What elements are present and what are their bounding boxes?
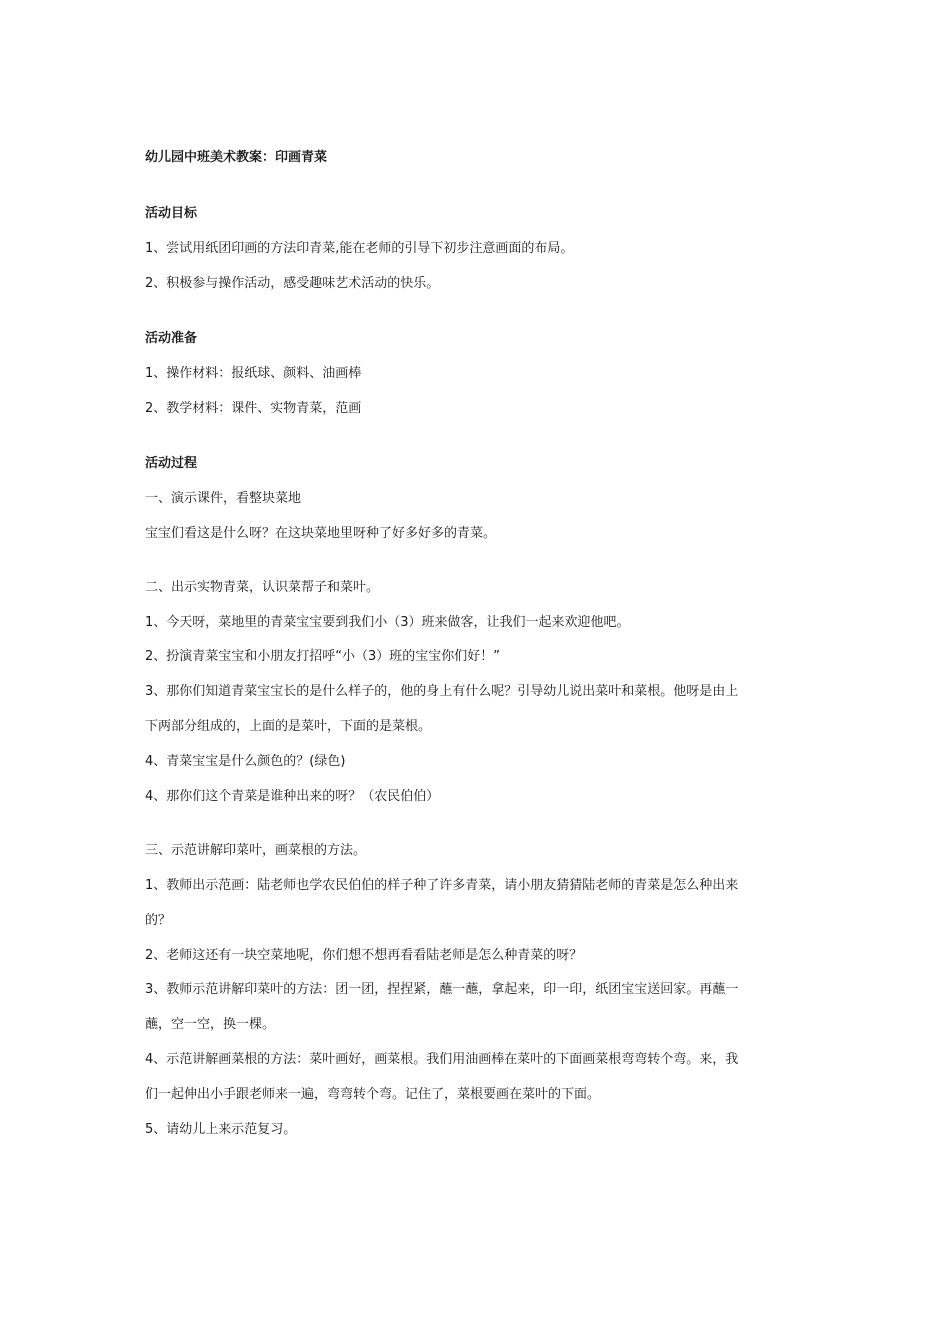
part2-item-2: 2、扮演青菜宝宝和小朋友打招呼“小（3）班的宝宝你们好！” bbox=[145, 649, 501, 664]
prep-heading: 活动准备 bbox=[145, 331, 198, 346]
part2-title: 二、出示实物青菜，认识菜帮子和菜叶。 bbox=[145, 580, 380, 595]
part3-item-4-cont: 们一起伸出小手跟老师来一遍，弯弯转个弯。记住了，菜根要画在菜叶的下面。 bbox=[145, 1087, 601, 1102]
process-heading: 活动过程 bbox=[145, 456, 198, 471]
part3-item-5: 5、请幼儿上来示范复习。 bbox=[145, 1122, 297, 1137]
goals-heading: 活动目标 bbox=[145, 206, 198, 221]
part3-item-2: 2、老师这还有一块空菜地呢，你们想不想再看看陆老师是怎么种青菜的呀？ bbox=[145, 948, 583, 963]
part3-item-3-cont: 蘸，空一空，换一棵。 bbox=[145, 1017, 276, 1032]
part2-item-3-cont: 下两部分组成的，上面的是菜叶，下面的是菜根。 bbox=[145, 719, 432, 734]
part3-item-1: 1、教师出示范画：陆老师也学农民伯伯的样子种了许多青菜，请小朋友猜猜陆老师的青菜是怎么种出来 bbox=[145, 878, 739, 893]
part2-item-4: 4、青菜宝宝是什么颜色的？(绿色) bbox=[145, 754, 346, 769]
goals-item-2: 2、积极参与操作活动，感受趣味艺术活动的快乐。 bbox=[145, 276, 440, 291]
part3-item-3: 3、教师示范讲解印菜叶的方法：团一团，捏捏紧，蘸一蘸，拿起来，印一印，纸团宝宝送回家。再蘸一 bbox=[145, 982, 739, 997]
part3-title: 三、示范讲解印菜叶，画菜根的方法。 bbox=[145, 843, 367, 858]
part3-item-1-cont: 的？ bbox=[145, 913, 172, 928]
part1-title: 一、演示课件，看整块菜地 bbox=[145, 491, 302, 506]
goals-item-1: 1、尝试用纸团印画的方法印青菜,能在老师的引导下初步注意画面的布局。 bbox=[145, 241, 574, 256]
prep-item-1: 1、操作材料：报纸球、颜料、油画棒 bbox=[145, 366, 362, 381]
part3-item-4: 4、示范讲解画菜根的方法：菜叶画好，画菜根。我们用油画棒在菜叶的下面画菜根弯弯转个弯。来，我 bbox=[145, 1052, 739, 1067]
part1-text: 宝宝们看这是什么呀？在这块菜地里呀种了好多好多的青菜。 bbox=[145, 526, 497, 541]
part2-item-1: 1、今天呀，菜地里的青菜宝宝要到我们小（3）班来做客，让我们一起来欢迎他吧。 bbox=[145, 615, 630, 630]
part2-item-5: 4、那你们这个青菜是谁种出来的呀？（农民伯伯） bbox=[145, 789, 440, 804]
document-title: 幼儿园中班美术教案：印画青菜 bbox=[145, 150, 328, 165]
prep-item-2: 2、教学材料：课件、实物青菜，范画 bbox=[145, 401, 362, 416]
part2-item-3: 3、那你们知道青菜宝宝长的是什么样子的，他的身上有什么呢？引导幼儿说出菜叶和菜根。他呀是由上 bbox=[145, 684, 739, 699]
